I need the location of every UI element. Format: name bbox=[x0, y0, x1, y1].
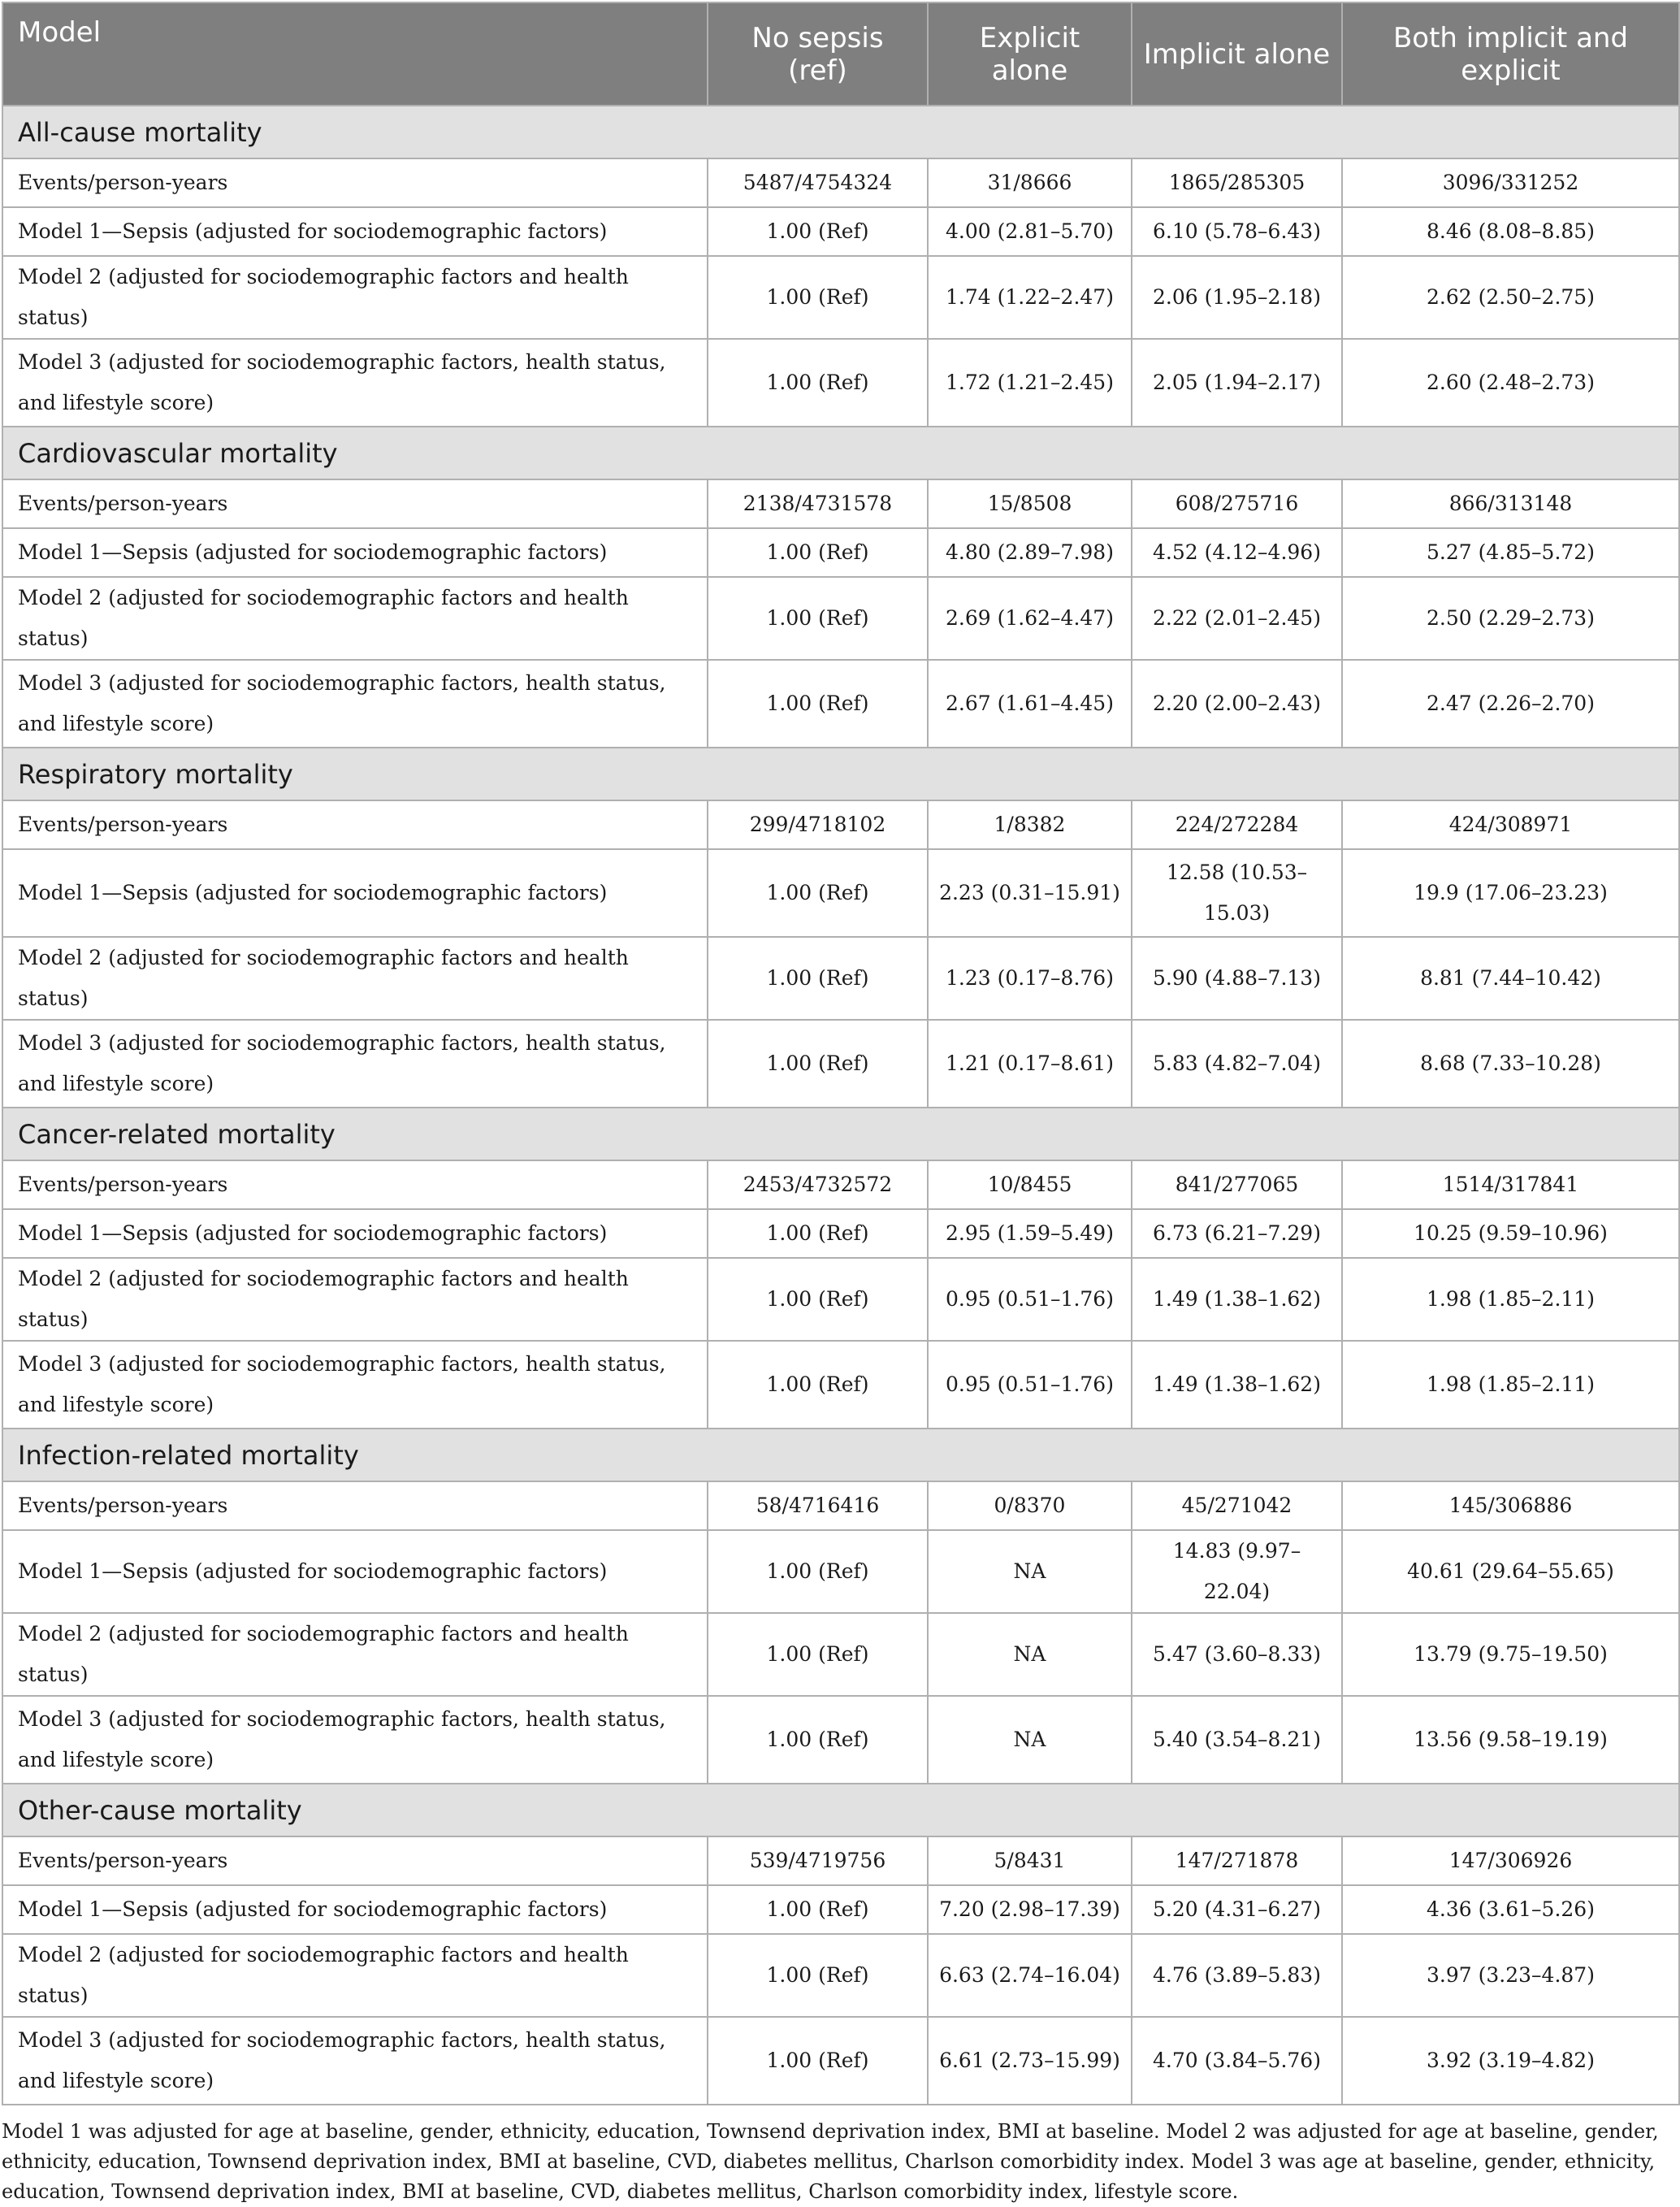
cell-implicit-alone: 2.20 (2.00–2.43) bbox=[1132, 660, 1342, 748]
cell-no-sepsis: 1.00 (Ref) bbox=[708, 1696, 928, 1784]
cell-no-sepsis: 1.00 (Ref) bbox=[708, 1530, 928, 1613]
table-row bbox=[2, 1885, 1679, 1934]
header-implicit-alone: Implicit alone bbox=[1132, 2, 1342, 106]
cell-no-sepsis: 2453/4732572 bbox=[708, 1160, 928, 1209]
cell-both: 1514/317841 bbox=[1342, 1160, 1679, 1209]
cell-both: 40.61 (29.64–55.65) bbox=[1342, 1530, 1679, 1613]
cell-implicit-alone: 1.49 (1.38–1.62) bbox=[1132, 1258, 1342, 1341]
row-label: Events/person-years bbox=[2, 1160, 708, 1209]
cell-implicit-alone: 1865/285305 bbox=[1132, 158, 1342, 207]
cell-explicit-alone: 31/8666 bbox=[928, 158, 1132, 207]
cell-both: 3.97 (3.23–4.87) bbox=[1342, 1934, 1679, 2017]
table-row bbox=[2, 1160, 1679, 1209]
row-label: Model 2 (adjusted for sociodemographic factors and health status) bbox=[2, 937, 708, 1020]
cell-no-sepsis: 1.00 (Ref) bbox=[708, 1258, 928, 1341]
table-row bbox=[2, 2017, 1679, 2105]
cell-no-sepsis: 1.00 (Ref) bbox=[708, 256, 928, 339]
header-row bbox=[2, 2, 1679, 106]
header-model: Model bbox=[2, 2, 708, 106]
cell-both: 424/308971 bbox=[1342, 800, 1679, 849]
row-label: Model 1—Sepsis (adjusted for sociodemographic factors) bbox=[2, 1885, 708, 1934]
cell-no-sepsis: 58/4716416 bbox=[708, 1481, 928, 1530]
cell-implicit-alone: 147/271878 bbox=[1132, 1836, 1342, 1885]
cell-no-sepsis: 1.00 (Ref) bbox=[708, 1209, 928, 1258]
header-explicit-alone: Explicit alone bbox=[928, 2, 1132, 106]
row-label: Events/person-years bbox=[2, 1836, 708, 1885]
table-row bbox=[2, 1696, 1679, 1784]
cell-implicit-alone: 224/272284 bbox=[1132, 800, 1342, 849]
cell-both: 19.9 (17.06–23.23) bbox=[1342, 849, 1679, 937]
table-row bbox=[2, 1613, 1679, 1696]
table-row bbox=[2, 1530, 1679, 1613]
row-label: Model 2 (adjusted for sociodemographic factors and health status) bbox=[2, 1613, 708, 1696]
cell-no-sepsis: 1.00 (Ref) bbox=[708, 1341, 928, 1429]
cell-both: 3096/331252 bbox=[1342, 158, 1679, 207]
cell-implicit-alone: 6.73 (6.21–7.29) bbox=[1132, 1209, 1342, 1258]
cell-explicit-alone: NA bbox=[928, 1530, 1132, 1613]
header-both: Both implicit and explicit bbox=[1342, 2, 1679, 106]
cell-implicit-alone: 12.58 (10.53–15.03) bbox=[1132, 849, 1342, 937]
cell-both: 10.25 (9.59–10.96) bbox=[1342, 1209, 1679, 1258]
cell-implicit-alone: 14.83 (9.97–22.04) bbox=[1132, 1530, 1342, 1613]
cell-explicit-alone: 1/8382 bbox=[928, 800, 1132, 849]
cell-explicit-alone: 2.95 (1.59–5.49) bbox=[928, 1209, 1132, 1258]
table-row bbox=[2, 1020, 1679, 1108]
cell-explicit-alone: NA bbox=[928, 1613, 1132, 1696]
cell-implicit-alone: 5.90 (4.88–7.13) bbox=[1132, 937, 1342, 1020]
cell-implicit-alone: 6.10 (5.78–6.43) bbox=[1132, 207, 1342, 256]
section-row bbox=[2, 106, 1679, 158]
table-container bbox=[2, 2, 1678, 2207]
section-row bbox=[2, 1429, 1679, 1481]
cell-explicit-alone: 7.20 (2.98–17.39) bbox=[928, 1885, 1132, 1934]
cell-explicit-alone: 2.67 (1.61–4.45) bbox=[928, 660, 1132, 748]
cell-no-sepsis: 1.00 (Ref) bbox=[708, 937, 928, 1020]
cell-explicit-alone: 0.95 (0.51–1.76) bbox=[928, 1258, 1132, 1341]
cell-explicit-alone: 2.69 (1.62–4.47) bbox=[928, 577, 1132, 660]
cell-explicit-alone: 1.74 (1.22–2.47) bbox=[928, 256, 1132, 339]
table-row bbox=[2, 1481, 1679, 1530]
cell-explicit-alone: NA bbox=[928, 1696, 1132, 1784]
cell-explicit-alone: 6.63 (2.74–16.04) bbox=[928, 1934, 1132, 2017]
section-title: Cancer-related mortality bbox=[2, 1108, 1679, 1160]
table-row bbox=[2, 800, 1679, 849]
section-row bbox=[2, 748, 1679, 800]
section-row bbox=[2, 427, 1679, 479]
table-row bbox=[2, 1341, 1679, 1429]
cell-implicit-alone: 5.47 (3.60–8.33) bbox=[1132, 1613, 1342, 1696]
row-label: Model 3 (adjusted for sociodemographic factors, health status, and lifestyle score) bbox=[2, 1341, 708, 1429]
cell-no-sepsis: 539/4719756 bbox=[708, 1836, 928, 1885]
cell-implicit-alone: 2.05 (1.94–2.17) bbox=[1132, 339, 1342, 427]
cell-no-sepsis: 1.00 (Ref) bbox=[708, 528, 928, 577]
table-row bbox=[2, 577, 1679, 660]
cell-both: 2.47 (2.26–2.70) bbox=[1342, 660, 1679, 748]
section-row bbox=[2, 1784, 1679, 1836]
cell-explicit-alone: 15/8508 bbox=[928, 479, 1132, 528]
cell-both: 866/313148 bbox=[1342, 479, 1679, 528]
cell-both: 147/306926 bbox=[1342, 1836, 1679, 1885]
section-title: Other-cause mortality bbox=[2, 1784, 1679, 1836]
cell-explicit-alone: 2.23 (0.31–15.91) bbox=[928, 849, 1132, 937]
table-body bbox=[2, 106, 1679, 2105]
cell-both: 5.27 (4.85–5.72) bbox=[1342, 528, 1679, 577]
section-title: All-cause mortality bbox=[2, 106, 1679, 158]
table-row bbox=[2, 479, 1679, 528]
row-label: Model 3 (adjusted for sociodemographic factors, health status, and lifestyle score) bbox=[2, 2017, 708, 2105]
cell-no-sepsis: 1.00 (Ref) bbox=[708, 577, 928, 660]
cell-implicit-alone: 45/271042 bbox=[1132, 1481, 1342, 1530]
cell-both: 13.79 (9.75–19.50) bbox=[1342, 1613, 1679, 1696]
cell-implicit-alone: 5.20 (4.31–6.27) bbox=[1132, 1885, 1342, 1934]
cell-implicit-alone: 5.83 (4.82–7.04) bbox=[1132, 1020, 1342, 1108]
header-no-sepsis: No sepsis (ref) bbox=[708, 2, 928, 106]
table-row bbox=[2, 158, 1679, 207]
cell-both: 2.50 (2.29–2.73) bbox=[1342, 577, 1679, 660]
cell-implicit-alone: 4.76 (3.89–5.83) bbox=[1132, 1934, 1342, 2017]
table-row bbox=[2, 207, 1679, 256]
cell-explicit-alone: 1.72 (1.21–2.45) bbox=[928, 339, 1132, 427]
row-label: Events/person-years bbox=[2, 1481, 708, 1530]
row-label: Model 1—Sepsis (adjusted for sociodemographic factors) bbox=[2, 1209, 708, 1258]
cell-implicit-alone: 2.22 (2.01–2.45) bbox=[1132, 577, 1342, 660]
table-row bbox=[2, 1836, 1679, 1885]
row-label: Events/person-years bbox=[2, 800, 708, 849]
cell-no-sepsis: 1.00 (Ref) bbox=[708, 207, 928, 256]
row-label: Model 1—Sepsis (adjusted for sociodemographic factors) bbox=[2, 207, 708, 256]
row-label: Model 1—Sepsis (adjusted for sociodemographic factors) bbox=[2, 849, 708, 937]
cell-both: 8.68 (7.33–10.28) bbox=[1342, 1020, 1679, 1108]
cell-no-sepsis: 1.00 (Ref) bbox=[708, 1934, 928, 2017]
cell-no-sepsis: 299/4718102 bbox=[708, 800, 928, 849]
cell-implicit-alone: 2.06 (1.95–2.18) bbox=[1132, 256, 1342, 339]
cell-both: 2.60 (2.48–2.73) bbox=[1342, 339, 1679, 427]
cell-explicit-alone: 1.21 (0.17–8.61) bbox=[928, 1020, 1132, 1108]
cell-implicit-alone: 1.49 (1.38–1.62) bbox=[1132, 1341, 1342, 1429]
cell-explicit-alone: 0.95 (0.51–1.76) bbox=[928, 1341, 1132, 1429]
cell-no-sepsis: 1.00 (Ref) bbox=[708, 849, 928, 937]
table-row bbox=[2, 339, 1679, 427]
cell-explicit-alone: 6.61 (2.73–15.99) bbox=[928, 2017, 1132, 2105]
mortality-table bbox=[2, 2, 1680, 2105]
cell-implicit-alone: 4.70 (3.84–5.76) bbox=[1132, 2017, 1342, 2105]
row-label: Model 3 (adjusted for sociodemographic factors, health status, and lifestyle score) bbox=[2, 339, 708, 427]
cell-both: 2.62 (2.50–2.75) bbox=[1342, 256, 1679, 339]
table-footnote: Model 1 was adjusted for age at baseline, gender, ethnicity, education, Townsend deprivation index, BMI at baseline. Model 2 was adjusted for age at baseline, gender, ethnicity, education, Townsend deprivation index, BMI at baseline, CVD, diabetes mellitus, Charlson comorbidity index. Model 3 was age at baseline, gender, ethnicity, education, Townsend deprivation index, BMI at baseline, CVD, diabetes mellitus, Charlson comorbidity index, lifestyle score. bbox=[2, 2120, 1659, 2203]
cell-implicit-alone: 5.40 (3.54–8.21) bbox=[1132, 1696, 1342, 1784]
cell-explicit-alone: 10/8455 bbox=[928, 1160, 1132, 1209]
row-label: Events/person-years bbox=[2, 479, 708, 528]
table-row bbox=[2, 660, 1679, 748]
row-label: Events/person-years bbox=[2, 158, 708, 207]
cell-implicit-alone: 608/275716 bbox=[1132, 479, 1342, 528]
cell-explicit-alone: 4.80 (2.89–7.98) bbox=[928, 528, 1132, 577]
cell-both: 1.98 (1.85–2.11) bbox=[1342, 1341, 1679, 1429]
row-label: Model 3 (adjusted for sociodemographic factors, health status, and lifestyle score) bbox=[2, 1696, 708, 1784]
cell-no-sepsis: 1.00 (Ref) bbox=[708, 2017, 928, 2105]
section-row bbox=[2, 1108, 1679, 1160]
table-row bbox=[2, 937, 1679, 1020]
cell-explicit-alone: 0/8370 bbox=[928, 1481, 1132, 1530]
cell-both: 8.81 (7.44–10.42) bbox=[1342, 937, 1679, 1020]
cell-implicit-alone: 841/277065 bbox=[1132, 1160, 1342, 1209]
table-row bbox=[2, 528, 1679, 577]
table-row bbox=[2, 849, 1679, 937]
cell-no-sepsis: 1.00 (Ref) bbox=[708, 339, 928, 427]
cell-both: 8.46 (8.08–8.85) bbox=[1342, 207, 1679, 256]
row-label: Model 1—Sepsis (adjusted for sociodemographic factors) bbox=[2, 528, 708, 577]
cell-both: 4.36 (3.61–5.26) bbox=[1342, 1885, 1679, 1934]
table-row bbox=[2, 1258, 1679, 1341]
cell-no-sepsis: 1.00 (Ref) bbox=[708, 1613, 928, 1696]
section-title: Infection-related mortality bbox=[2, 1429, 1679, 1481]
cell-both: 1.98 (1.85–2.11) bbox=[1342, 1258, 1679, 1341]
row-label: Model 2 (adjusted for sociodemographic factors and health status) bbox=[2, 577, 708, 660]
row-label: Model 3 (adjusted for sociodemographic factors, health status, and lifestyle score) bbox=[2, 1020, 708, 1108]
row-label: Model 2 (adjusted for sociodemographic factors and health status) bbox=[2, 1934, 708, 2017]
cell-explicit-alone: 1.23 (0.17–8.76) bbox=[928, 937, 1132, 1020]
cell-explicit-alone: 4.00 (2.81–5.70) bbox=[928, 207, 1132, 256]
table-row bbox=[2, 1934, 1679, 2017]
cell-no-sepsis: 1.00 (Ref) bbox=[708, 1020, 928, 1108]
cell-explicit-alone: 5/8431 bbox=[928, 1836, 1132, 1885]
section-title: Respiratory mortality bbox=[2, 748, 1679, 800]
cell-no-sepsis: 2138/4731578 bbox=[708, 479, 928, 528]
cell-implicit-alone: 4.52 (4.12–4.96) bbox=[1132, 528, 1342, 577]
cell-both: 145/306886 bbox=[1342, 1481, 1679, 1530]
table-row bbox=[2, 256, 1679, 339]
cell-no-sepsis: 1.00 (Ref) bbox=[708, 660, 928, 748]
row-label: Model 2 (adjusted for sociodemographic factors and health status) bbox=[2, 256, 708, 339]
table-row bbox=[2, 1209, 1679, 1258]
row-label: Model 1—Sepsis (adjusted for sociodemographic factors) bbox=[2, 1530, 708, 1613]
row-label: Model 2 (adjusted for sociodemographic factors and health status) bbox=[2, 1258, 708, 1341]
cell-no-sepsis: 1.00 (Ref) bbox=[708, 1885, 928, 1934]
section-title: Cardiovascular mortality bbox=[2, 427, 1679, 479]
row-label: Model 3 (adjusted for sociodemographic factors, health status, and lifestyle score) bbox=[2, 660, 708, 748]
cell-both: 3.92 (3.19–4.82) bbox=[1342, 2017, 1679, 2105]
cell-no-sepsis: 5487/4754324 bbox=[708, 158, 928, 207]
cell-both: 13.56 (9.58–19.19) bbox=[1342, 1696, 1679, 1784]
